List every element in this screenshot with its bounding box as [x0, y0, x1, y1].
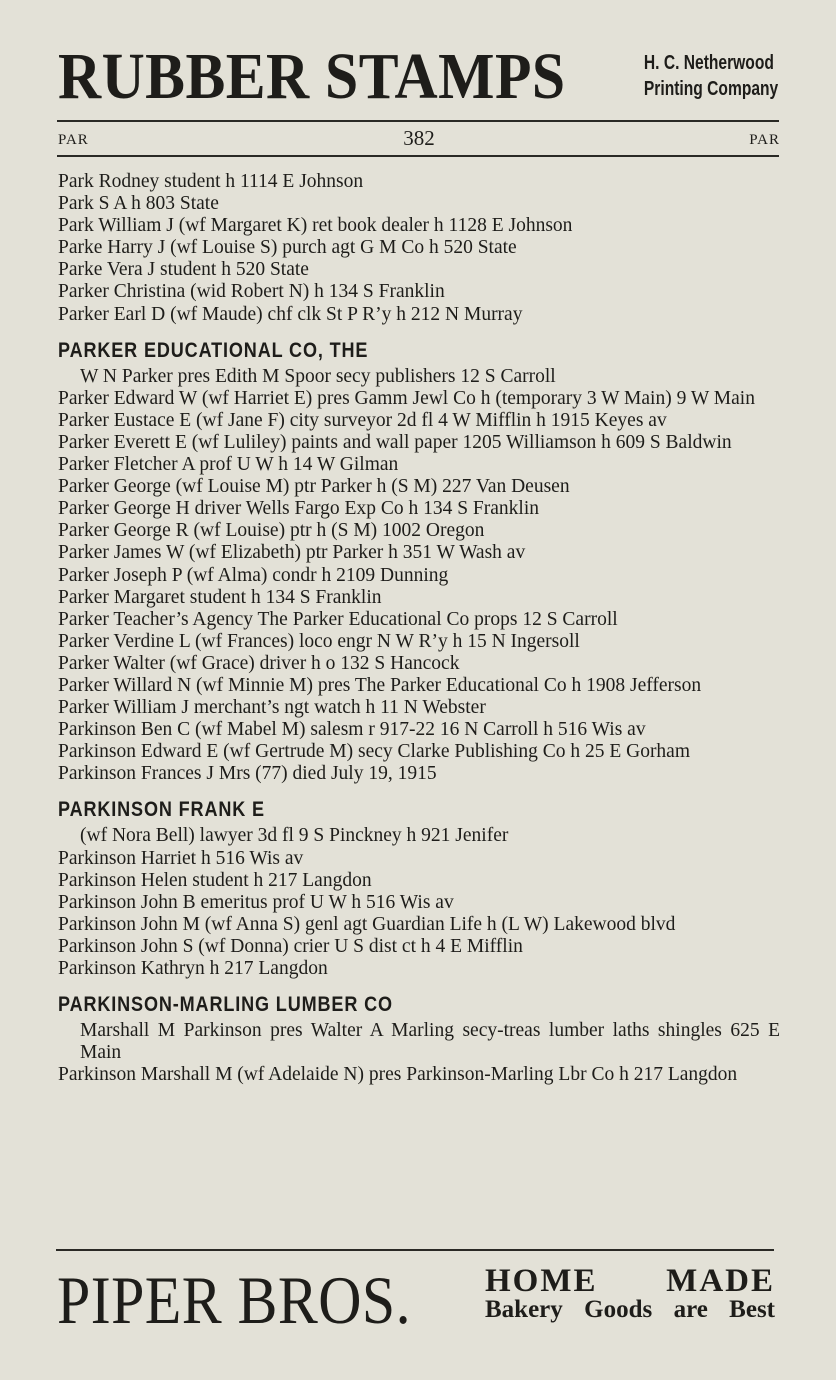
directory-entry: Parker George (wf Louise M) ptr Parker h (S M) 227 Van Deusen — [58, 476, 570, 498]
directory-entry: Parkinson Marshall M (wf Adelaide N) pres Parkinson-Marling Lbr Co h 217 Langdon — [58, 1064, 738, 1086]
business-heading: PARKINSON-MARLING LUMBER CO — [58, 993, 393, 1017]
directory-entry: Parker Eustace E (wf Jane F) city surveyor 2d fl 4 W Mifflin h 1915 Keyes av — [58, 409, 667, 431]
directory-entry: Parke Harry J (wf Louise S) purch agt G M Co h 520 State — [58, 237, 517, 259]
running-head-left: PAR — [58, 132, 89, 148]
directory-entry: Park S A h 803 State — [58, 193, 219, 215]
directory-entry: Parker Teacher’s Agency The Parker Educational Co props 12 S Carroll — [58, 608, 618, 630]
ad-top-advertiser-line-1: H. C. Netherwood — [643, 52, 774, 74]
running-head-right: PAR — [749, 132, 780, 148]
business-detail: W N Parker pres Edith M Spoor secy publishers 12 S Carroll — [80, 365, 556, 387]
directory-entry: Parkinson Harriet h 516 Wis av — [58, 847, 304, 869]
ad-bottom-tagline-line-1: HOME MADE — [485, 1263, 775, 1299]
directory-entry: Parker Edward W (wf Harriet E) pres Gamm Jewl Co h (temporary 3 W Main) 9 W Main — [58, 387, 755, 409]
directory-entry: Parker William J merchant’s ngt watch h 11 N Webster — [58, 697, 486, 719]
directory-entry: Parkinson Frances J Mrs (77) died July 19, 1915 — [58, 763, 437, 785]
running-head — [58, 122, 780, 152]
business-heading: PARKER EDUCATIONAL CO, THE — [58, 338, 369, 362]
directory-entry: Parker Walter (wf Grace) driver h o 132 S Hancock — [58, 652, 460, 674]
directory-entry: Park William J (wf Margaret K) ret book dealer h 1128 E Johnson — [58, 215, 573, 237]
ad-top-advertiser — [644, 50, 778, 102]
ad-top-advertiser-line-2: Printing Company — [643, 78, 778, 100]
directory-entry: Parker George H driver Wells Fargo Exp Co h 134 S Franklin — [58, 498, 539, 520]
directory-entry: Parkinson Kathryn h 217 Langdon — [58, 958, 328, 979]
ad-bottom-headline: PIPER BROS. — [57, 1262, 412, 1338]
footer-rule — [56, 1249, 774, 1251]
business-detail: (wf Nora Bell) lawyer 3d fl 9 S Pinckney h 921 Jenifer — [80, 825, 509, 847]
bottom-advertisement — [57, 1262, 777, 1342]
directory-entry: Parker Christina (wid Robert N) h 134 S Franklin — [58, 281, 445, 303]
header-rule-bottom — [57, 155, 779, 157]
directory-entry: Parker George R (wf Louise) ptr h (S M) 1002 Oregon — [58, 520, 485, 542]
directory-entry: Parke Vera J student h 520 State — [58, 259, 309, 281]
business-heading: PARKINSON FRANK E — [58, 798, 265, 822]
directory-entry: Parker Willard N (wf Minnie M) pres The Parker Educational Co h 1908 Jefferson — [58, 674, 702, 696]
directory-entry: Parker Joseph P (wf Alma) condr h 2109 Dunning — [58, 564, 449, 586]
directory-entry: Parker Margaret student h 134 S Franklin — [58, 586, 382, 608]
directory-entry: Parkinson Edward E (wf Gertrude M) secy Clarke Publishing Co h 25 E Gorham — [58, 741, 691, 763]
ad-bottom-tagline — [485, 1263, 775, 1324]
directory-entry: Parker Everett E (wf Luliley) paints and wall paper 1205 Williamson h 609 S Baldwin — [58, 431, 732, 453]
directory-listing — [58, 171, 780, 1086]
directory-entry: Parkinson John B emeritus prof U W h 516 Wis av — [58, 891, 454, 913]
ad-top-headline: RUBBER STAMPS — [58, 40, 566, 113]
business-detail: Marshall M Parkinson pres Walter A Marling secy-treas lumber laths shingles 625 E Main — [80, 1020, 780, 1064]
directory-entry: Parkinson John S (wf Donna) crier U S dist ct h 4 E Mifflin — [58, 935, 523, 957]
directory-entry: Parker Verdine L (wf Frances) loco engr N W R’y h 15 N Ingersoll — [58, 630, 580, 652]
top-advertisement — [58, 40, 780, 113]
directory-entry: Parkinson Ben C (wf Mabel M) salesm r 917-22 16 N Carroll h 516 Wis av — [58, 719, 646, 741]
page-number: 382 — [403, 126, 435, 150]
directory-entry: Parker James W (wf Elizabeth) ptr Parker h 351 W Wash av — [58, 542, 526, 564]
directory-entry: Parker Earl D (wf Maude) chf clk St P R’y h 212 N Murray — [58, 303, 523, 325]
directory-entry: Parkinson John M (wf Anna S) genl agt Guardian Life h (L W) Lakewood blvd — [58, 913, 676, 935]
directory-entry: Parker Fletcher A prof U W h 14 W Gilman — [58, 454, 399, 476]
directory-entry: Parkinson Helen student h 217 Langdon — [58, 869, 372, 891]
directory-entry: Park Rodney student h 1114 E Johnson — [58, 171, 364, 192]
ad-bottom-tagline-line-2: Bakery Goods are Best — [485, 1296, 775, 1323]
